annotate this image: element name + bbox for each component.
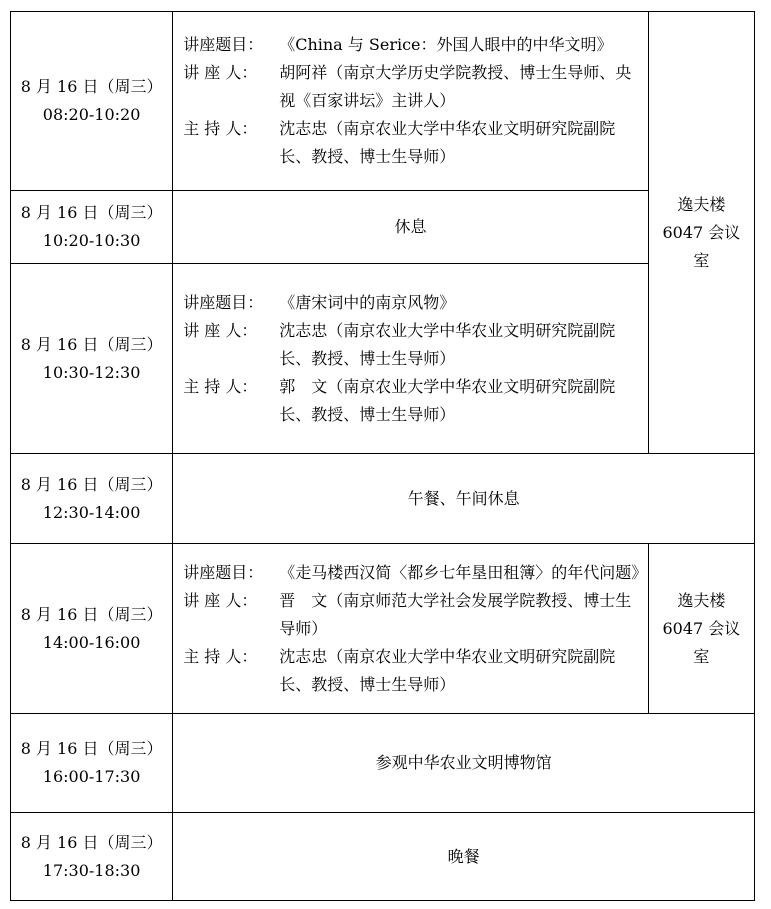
session-date: 8 月 16 日（周三） (20, 604, 163, 624)
schedule-table (10, 11, 755, 901)
session-date: 8 月 16 日（周三） (20, 334, 163, 354)
venue-line: 逸夫楼 (677, 194, 726, 214)
lecture-cell (173, 544, 649, 714)
speaker-label: 讲 座 人： (183, 63, 258, 82)
session-time: 12:30-14:00 (42, 502, 141, 522)
dinner-cell: 晚餐 (173, 813, 755, 901)
topic-label: 讲座题目： (183, 35, 264, 54)
time-cell (11, 264, 173, 454)
session-date: 8 月 16 日（周三） (20, 77, 163, 96)
venue-line: 逸夫楼 (677, 590, 726, 610)
topic-value: 《走马楼西汉简〈都乡七年垦田租簿〉的年代问题》 (279, 562, 648, 582)
session-date: 8 月 16 日（周三） (20, 203, 163, 222)
session-time: 10:20-10:30 (42, 231, 141, 250)
break-cell: 休息 (173, 191, 649, 264)
session-time: 10:30-12:30 (42, 362, 141, 382)
lecture-cell (173, 264, 649, 454)
table-row (11, 264, 755, 454)
venue-line: 室 (693, 250, 710, 270)
topic-label: 讲座题目： (183, 562, 264, 582)
topic-value: 《China 与 Serice：外国人眼中的中华文明》 (279, 35, 613, 54)
session-date: 8 月 16 日（周三） (20, 739, 163, 758)
speaker-label: 讲 座 人： (183, 320, 258, 340)
time-cell (11, 544, 173, 714)
time-cell (11, 813, 173, 901)
venue-line: 6047 会议 (662, 222, 741, 242)
topic-value: 《唐宋词中的南京风物》 (279, 292, 456, 312)
topic-label: 讲座题目： (183, 292, 264, 312)
table-row (11, 191, 755, 264)
session-time: 16:00-17:30 (42, 767, 141, 786)
session-time: 17:30-18:30 (42, 860, 141, 880)
table-row (11, 714, 755, 813)
host-value: 郭 文（南京农业大学中华农业文明研究院副院长、教授、博士生导师） (279, 376, 616, 424)
speaker-value: 晋 文（南京师范大学社会发展学院教授、博士生导师） (279, 590, 632, 638)
host-value: 沈志忠（南京农业大学中华农业文明研究院副院长、教授、博士生导师） (279, 646, 616, 694)
lecture-cell (173, 12, 649, 191)
session-date: 8 月 16 日（周三） (20, 474, 163, 494)
time-cell (11, 12, 173, 191)
table-row (11, 454, 755, 544)
time-cell (11, 454, 173, 544)
host-label: 主 持 人： (183, 119, 258, 138)
speaker-value: 胡阿祥（南京大学历史学院教授、博士生导师、央视《百家讲坛》主讲人） (279, 63, 632, 110)
table-row (11, 813, 755, 901)
time-cell (11, 714, 173, 813)
speaker-value: 沈志忠（南京农业大学中华农业文明研究院副院长、教授、博士生导师） (279, 320, 616, 368)
table-row (11, 544, 755, 714)
host-label: 主 持 人： (183, 646, 258, 666)
visit-cell: 参观中华农业文明博物馆 (173, 714, 755, 813)
session-date: 8 月 16 日（周三） (20, 832, 163, 852)
venue-cell (648, 544, 754, 714)
speaker-label: 讲 座 人： (183, 590, 258, 610)
venue-line: 室 (693, 646, 710, 666)
venue-cell (648, 12, 754, 454)
host-value: 沈志忠（南京农业大学中华农业文明研究院副院长、教授、博士生导师） (279, 119, 616, 166)
break-cell: 午餐、午间休息 (173, 454, 755, 544)
session-time: 14:00-16:00 (42, 632, 141, 652)
time-cell (11, 191, 173, 264)
session-time: 08:20-10:20 (42, 105, 141, 124)
venue-line: 6047 会议 (662, 618, 741, 638)
host-label: 主 持 人： (183, 376, 258, 396)
table-row (11, 12, 755, 191)
